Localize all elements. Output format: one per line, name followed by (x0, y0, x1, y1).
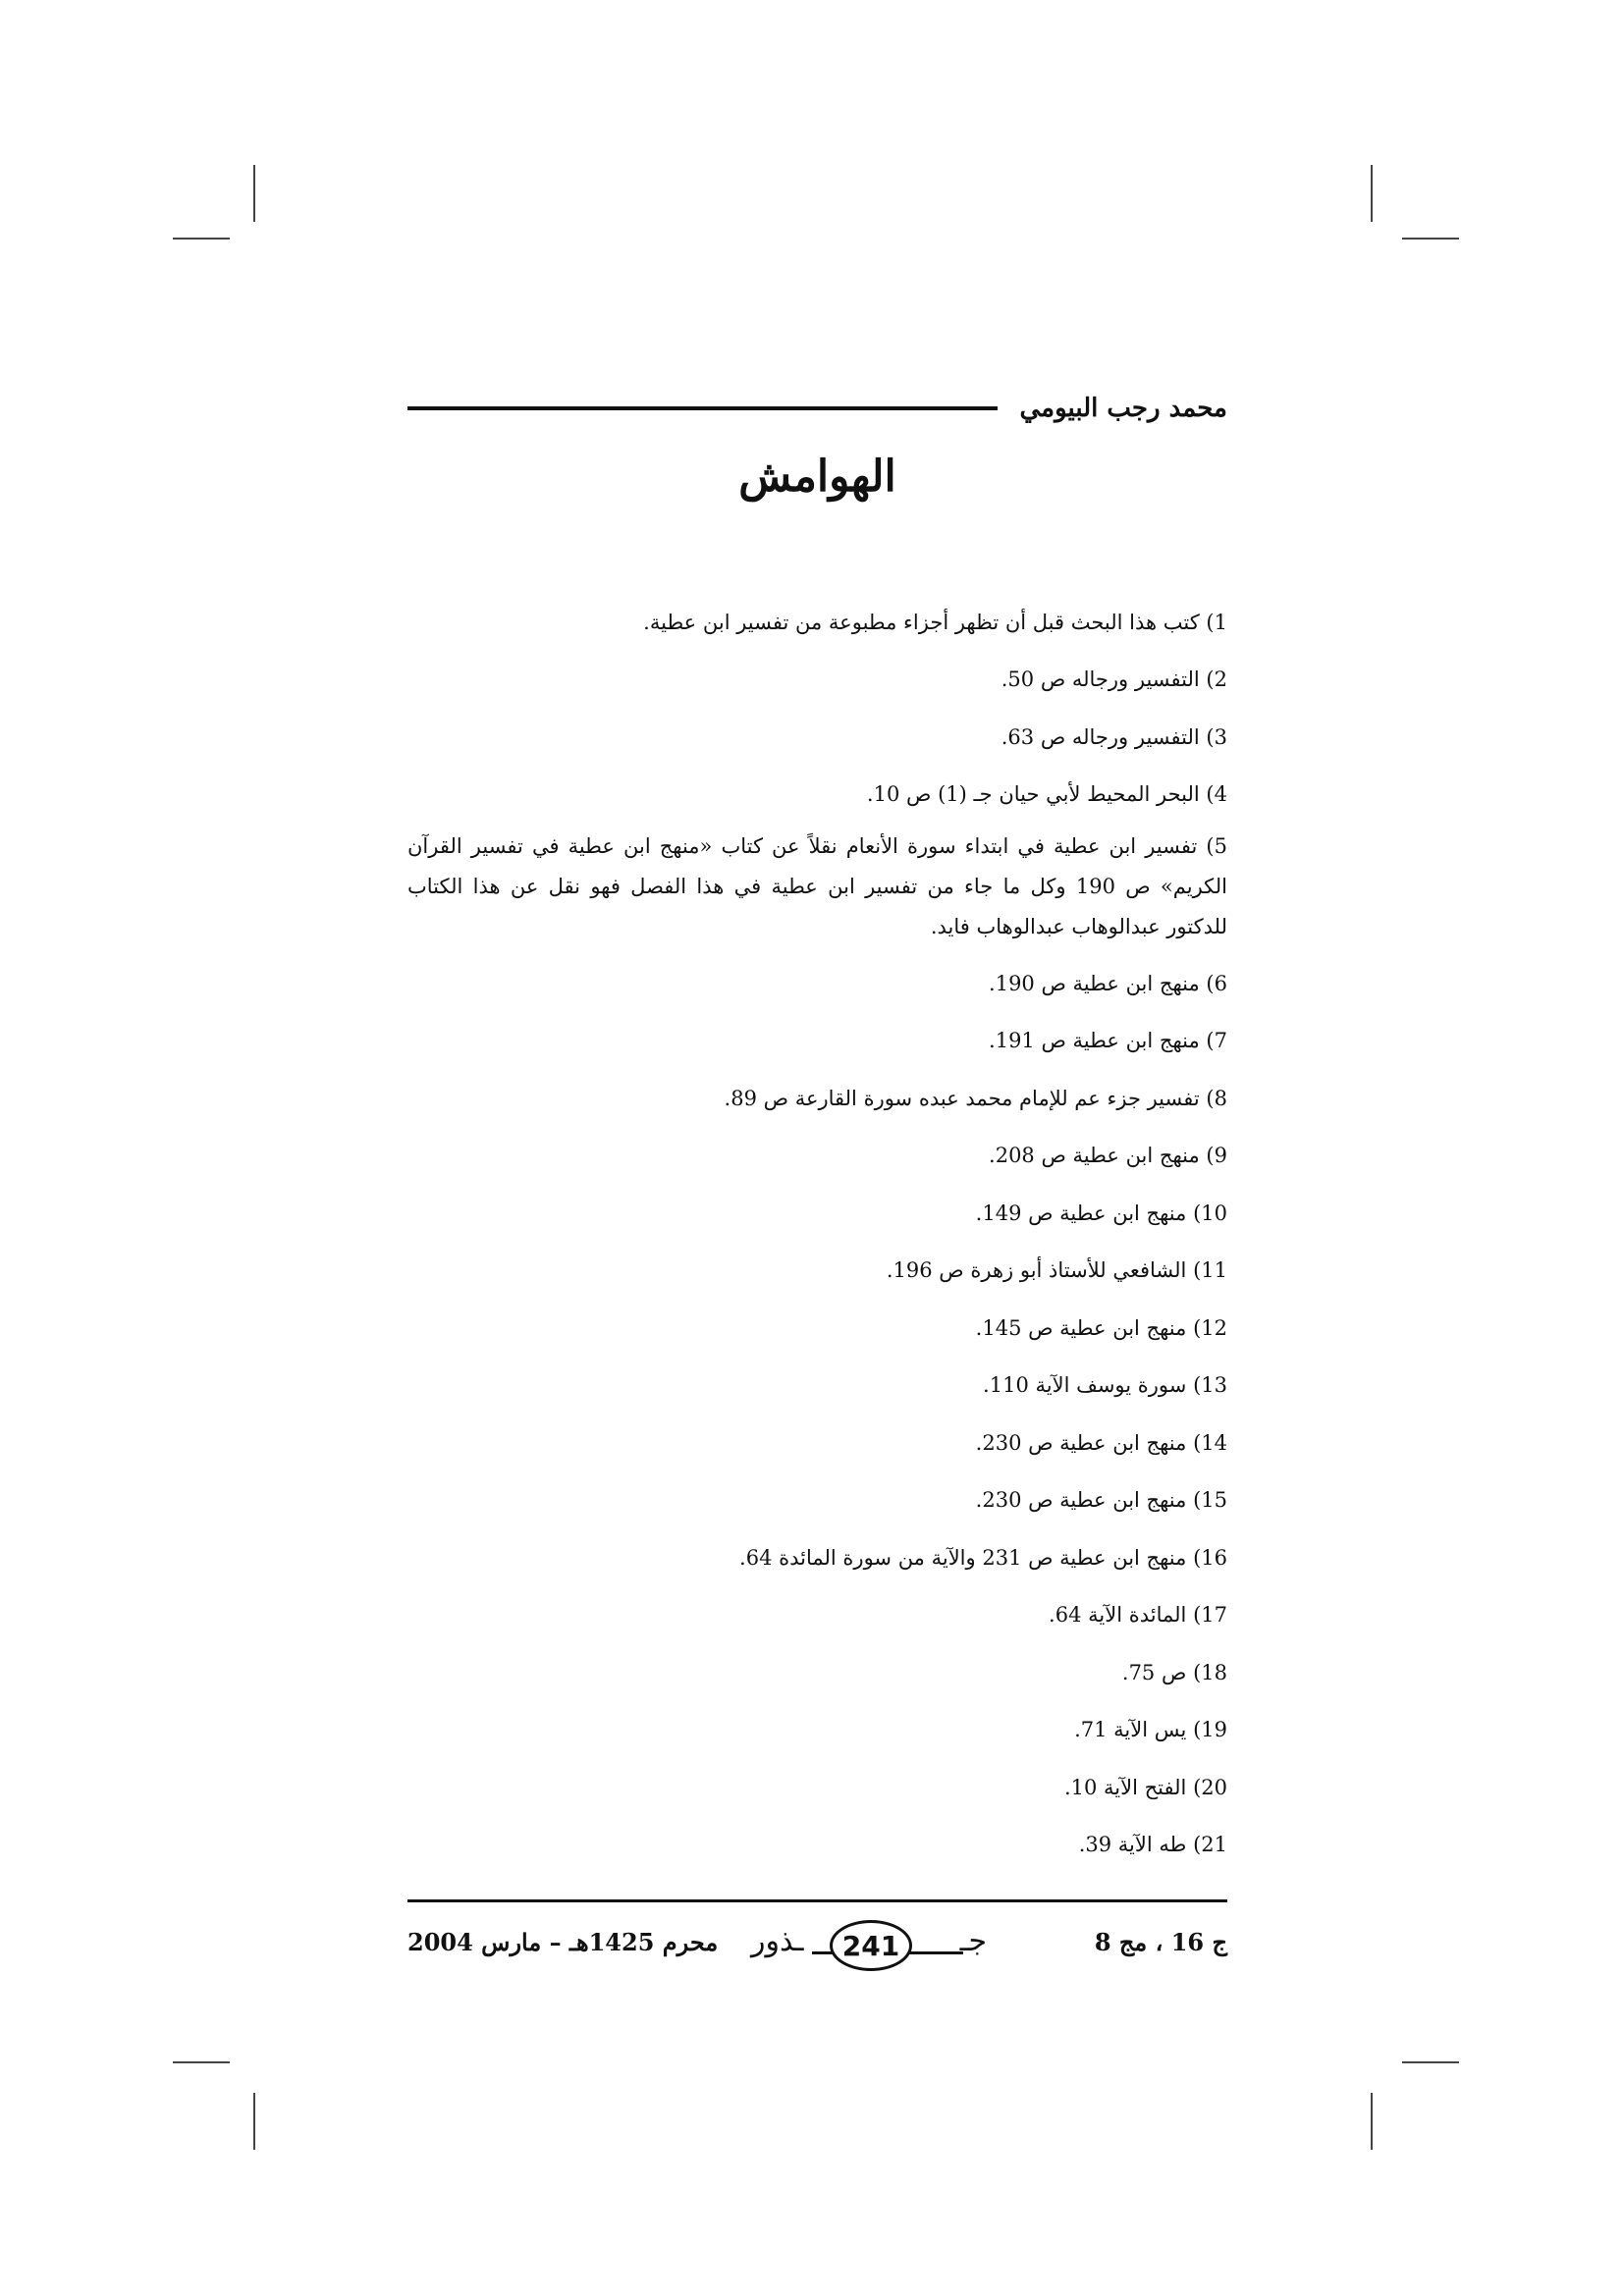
footnote-text: منهج ابن عطية ص 149. (975, 1201, 1187, 1225)
footnote-text: منهج ابن عطية ص 208. (989, 1144, 1200, 1168)
footnote-item (407, 1702, 1227, 1760)
footnote-item (407, 1185, 1227, 1243)
footnote-text: منهج ابن عطية ص 191. (989, 1029, 1200, 1053)
running-header (407, 381, 1227, 436)
page-number: 241 (830, 1920, 912, 1971)
footnote-number: 6) (1206, 971, 1227, 995)
issue-date: محرم 1425هـ – مارس 2004 (407, 1928, 719, 1956)
footnote-text: الشافعي للأستاذ أبو زهرة ص 196. (886, 1258, 1187, 1283)
footnote-item (407, 1817, 1227, 1875)
footnote-text: منهج ابن عطية ص 231 والآية من سورة المائدة 64. (739, 1545, 1187, 1570)
footnote-item (407, 1013, 1227, 1071)
footnote-number: 18) (1193, 1660, 1227, 1684)
footnote-item (407, 1070, 1227, 1128)
footnote-number: 5) (1206, 834, 1227, 858)
journal-line (908, 1951, 963, 1954)
footnote-number: 14) (1193, 1430, 1227, 1455)
footnote-text: المائدة الآية 64. (1049, 1603, 1187, 1628)
issue-info: ج 16 ، مج 8 (1094, 1928, 1227, 1956)
footnote-item (407, 1472, 1227, 1530)
footnote-item (407, 824, 1227, 955)
footnote-text: البحر المحيط لأبي حيان جـ (1) ص 10. (866, 782, 1200, 807)
journal-name-left: ـذور (751, 1924, 804, 1958)
footnote-text: منهج ابن عطية ص 230. (975, 1430, 1187, 1455)
footnote-text: يس الآية 71. (1074, 1718, 1187, 1742)
crop-mark (253, 2093, 255, 2150)
footnote-text: منهج ابن عطية ص 230. (975, 1488, 1187, 1513)
journal-name-right: جـ (959, 1924, 987, 1958)
footnotes-list (407, 594, 1227, 1874)
crop-mark (173, 238, 230, 240)
footnote-number: 2) (1206, 667, 1227, 692)
page-footer (407, 1914, 1227, 1983)
footnote-item (407, 1300, 1227, 1358)
footnote-text: التفسير ورجاله ص 50. (1001, 667, 1200, 692)
footnote-number: 16) (1193, 1545, 1227, 1570)
footnote-number: 10) (1193, 1201, 1227, 1225)
footnote-item (407, 1358, 1227, 1415)
footnote-text: منهج ابن عطية ص 145. (975, 1315, 1187, 1340)
footnote-number: 17) (1193, 1603, 1227, 1628)
footnote-item (407, 1644, 1227, 1702)
footnote-text: الفتح الآية 10. (1063, 1775, 1187, 1799)
crop-mark (1402, 238, 1459, 240)
footnote-number: 9) (1206, 1144, 1227, 1168)
footnote-item (407, 1243, 1227, 1301)
footnote-number: 20) (1193, 1775, 1227, 1799)
header-rule (407, 406, 998, 410)
footer-rule (407, 1899, 1227, 1902)
footnote-item (407, 955, 1227, 1013)
page-title: الهوامش (738, 452, 896, 502)
crop-mark (1402, 2061, 1459, 2063)
footnote-text: كتب هذا البحث قبل أن تظهر أجزاء مطبوعة من تفسير ابن عطية. (643, 610, 1200, 634)
footnote-text: سورة يوسف الآية 110. (983, 1373, 1187, 1398)
footnote-number: 13) (1193, 1373, 1227, 1398)
footnote-item (407, 594, 1227, 652)
footnote-item (407, 1128, 1227, 1186)
footnote-number: 3) (1206, 724, 1227, 749)
footnote-number: 19) (1193, 1718, 1227, 1742)
footnote-number: 15) (1193, 1488, 1227, 1513)
footnote-item (407, 767, 1227, 825)
author-name: محمد رجب البيومي (1019, 394, 1227, 423)
footnote-number: 7) (1206, 1029, 1227, 1053)
footnote-text: طه الآية 39. (1078, 1833, 1187, 1857)
crop-mark (253, 165, 255, 222)
footnote-text: التفسير ورجاله ص 63. (1001, 724, 1200, 749)
crop-mark (173, 2061, 230, 2063)
footnote-text: تفسير ابن عطية في ابتداء سورة الأنعام نقلاً عن كتاب «منهج ابن عطية في تفسير القرآن الكريم» ص 190 وكل ما جاء من تفسير ابن عطية في هذا الفصل فهو نقل عن هذا الكتاب للدكتور عبدالوهاب عبدالوهاب فايد. (407, 834, 1227, 938)
journal-logo (751, 1914, 987, 1977)
footnote-text: ص 75. (1121, 1660, 1187, 1684)
footnote-item (407, 1529, 1227, 1587)
footnote-number: 8) (1206, 1086, 1227, 1110)
page (407, 353, 1227, 2022)
footnote-number: 21) (1193, 1833, 1227, 1857)
footnote-item (407, 652, 1227, 710)
footnote-number: 11) (1193, 1258, 1227, 1283)
footnote-text: تفسير جزء عم للإمام محمد عبده سورة القارعة ص 89. (724, 1086, 1200, 1110)
footnote-number: 1) (1206, 610, 1227, 634)
footnote-number: 12) (1193, 1315, 1227, 1340)
footnote-number: 4) (1206, 782, 1227, 807)
footnote-item (407, 1759, 1227, 1817)
crop-mark (1371, 165, 1373, 222)
footnote-item (407, 1415, 1227, 1472)
footnote-item (407, 1587, 1227, 1645)
footnote-item (407, 709, 1227, 767)
crop-mark (1371, 2093, 1373, 2150)
footnote-text: منهج ابن عطية ص 190. (989, 971, 1200, 995)
